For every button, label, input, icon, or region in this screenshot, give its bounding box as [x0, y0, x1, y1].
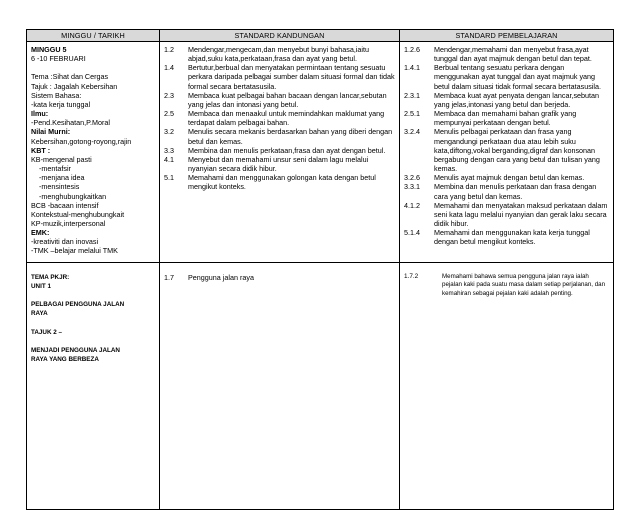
standard-text: Membaca dan menaakul untuk memindahkan maklumat yang terdapat dalam pelbagai bahan. — [188, 109, 385, 128]
pkjr-info-line: MENJADI PENGGUNA JALAN — [31, 347, 120, 355]
week-info-line: -mensintesis — [31, 182, 80, 192]
week-info-line: -kata kerja tunggal — [31, 99, 91, 109]
content-standard-item — [164, 173, 395, 191]
standard-number: 2.3.1 — [404, 90, 420, 100]
pkjr-content-standard-cell — [160, 262, 400, 509]
standard-number: 1.2 — [164, 45, 174, 54]
week-info-line: -Pend.Kesihatan,P.Moral — [31, 118, 110, 128]
week-info-line: -kreativiti dan inovasi — [31, 237, 99, 247]
standard-number: 3.3.1 — [404, 182, 420, 192]
standard-text: Bertutur,berbual dan menyatakan permintaan tentang sesuatu perkara daripada pelbagai sumber dalam situasi formal dan tidak formal secara bertatasusila. — [188, 63, 395, 91]
learning-standard-item — [404, 45, 609, 63]
standard-number: 1.4 — [164, 63, 174, 73]
week-info-line: Nilai Murni: — [31, 127, 71, 137]
week-info-line: KP-muzik,interpersonal — [31, 218, 106, 228]
standard-number: 1.4.1 — [404, 63, 420, 73]
learning-standard-item — [404, 127, 609, 173]
standard-text: Membaca dan memahami bahan grafik yang mempunyai perkataan dengan betul. — [434, 109, 577, 128]
week-info-line: MINGGU 5 — [31, 45, 67, 54]
learning-standard-item — [404, 228, 609, 246]
learning-standard-item — [404, 182, 609, 200]
standard-number: 3.2.6 — [404, 173, 420, 183]
content-standard-item — [164, 155, 395, 173]
pkjr-info-line: UNIT 1 — [31, 282, 51, 290]
pkjr-info-line: TEMA PKJR: — [31, 273, 70, 281]
pkjr-info-line — [31, 291, 155, 300]
week-info-cell — [27, 42, 160, 263]
learning-standard-item — [404, 201, 609, 228]
standard-number: 2.3 — [164, 90, 174, 100]
standard-number: 3.3 — [164, 145, 174, 155]
content-standard-item — [164, 109, 395, 127]
standard-text: Membaca kuat ayat penyata dengan lancar,sebutan yang jelas,intonasi yang betul dan berjeda. — [434, 90, 600, 109]
week-info-line: -menghubungkaitkan — [31, 191, 107, 201]
standard-number: 2.5 — [164, 109, 174, 119]
standard-text: Memahami dan menyatakan maksud perkataan dalam seni kata lagu melalui nyanyian dan gerak laku secara didik hibur. — [434, 200, 608, 228]
table-row — [27, 42, 614, 263]
learning-standard-cell — [400, 42, 614, 263]
learning-standard-item — [404, 173, 609, 182]
content-standard-item — [164, 146, 395, 155]
learning-standard-list — [400, 42, 613, 252]
standard-number: 2.5.1 — [404, 109, 420, 119]
standard-text: Menulis pelbagai perkataan dan frasa yang mengandungi perkataan dua atau lebih suku kata,diftong,vokal berganding,digraf dan konsonan bergabung dengan cara yang betul dan tulisan yang kemas. — [434, 127, 600, 174]
week-info-line: KBT : — [31, 145, 51, 155]
standard-text: Mendengar,memahami dan menyebut frasa,ayat tunggal dan ayat majmuk dengan betul dan tepat. — [434, 45, 592, 64]
standard-text: Pengguna jalan raya — [188, 272, 254, 282]
standard-text: Menulis ayat majmuk dengan betul dan kemas. — [434, 173, 585, 183]
header-week-date: MINGGU / TARIKH — [27, 30, 160, 42]
header-content-standard: STANDARD KANDUNGAN — [160, 30, 400, 42]
standard-number: 5.1.4 — [404, 228, 420, 238]
standard-number: 1.7 — [164, 272, 174, 282]
standard-number: 1.7.2 — [404, 272, 419, 280]
week-info-line: Kontekstual-menghubungkait — [31, 209, 125, 219]
week-info-line: Tema :Sihat dan Cergas — [31, 72, 109, 82]
week-info-line: Ilmu: — [31, 109, 49, 119]
table-row — [27, 262, 614, 509]
pkjr-info-line — [31, 319, 155, 328]
standard-text: Menulis secara mekanis berdasarkan bahan yang diberi dengan betul dan kemas. — [188, 127, 393, 146]
pkjr-info-line — [31, 337, 155, 346]
standard-text: Berbual tentang sesuatu perkara dengan menggunakan ayat tunggal dan ayat majmuk yang betul dalam situasi tidak formal secara bertatasusila. — [434, 63, 601, 91]
content-standard-list — [160, 42, 399, 198]
learning-standard-item — [404, 63, 609, 90]
week-info-line: -TMK –belajar melalui TMK — [31, 246, 118, 256]
learning-standard-item — [404, 273, 609, 299]
pkjr-info — [27, 263, 159, 371]
standard-text: Membaca kuat pelbagai bahan bacaan dengan lancar,sebutan yang jelas dan intonasi yang betul. — [188, 90, 387, 109]
content-standard-item — [164, 45, 395, 63]
week-info-line: KB-mengenal pasti — [31, 154, 92, 164]
standard-text: Memahami dan menggunakan golongan kata dengan betul mengikut konteks. — [188, 173, 376, 192]
week-info-line: Tajuk : Jagalah Kebersihan — [31, 81, 118, 91]
pkjr-learning-standard-cell — [400, 262, 614, 509]
learning-standard-item — [404, 109, 609, 127]
standard-number: 4.1 — [164, 154, 174, 164]
standard-number: 5.1 — [164, 173, 174, 183]
learning-standard-item — [404, 91, 609, 109]
standard-number: 1.2.6 — [404, 45, 420, 54]
content-standard-cell — [160, 42, 400, 263]
pkjr-info-line: RAYA — [31, 310, 48, 318]
lesson-plan-table — [26, 29, 614, 510]
content-standard-item — [164, 127, 395, 145]
week-info-line: EMK: — [31, 228, 50, 238]
week-info-line: -mentafsir — [31, 164, 71, 174]
header-row — [27, 30, 614, 42]
standard-number: 3.2.4 — [404, 127, 420, 137]
content-standard-item — [164, 91, 395, 109]
standard-text: Membina dan menulis perkataan,frasa dan ayat dengan betul. — [188, 145, 386, 155]
header-learning-standard: STANDARD PEMBELAJARAN — [400, 30, 614, 42]
content-standard-item — [164, 63, 395, 90]
week-info — [27, 42, 159, 262]
standard-text: Memahami bahawa semua pengguna jalan raya ialah pejalan kaki pada suatu masa dalam setiap perjalanan, dan kemahiran sebagai pejalan kaki adalah penting. — [442, 272, 606, 297]
week-info-line: Kebersihan,gotong-royong,rajin — [31, 136, 132, 146]
week-info-line: BCB -bacaan intensif — [31, 200, 99, 210]
pkjr-info-cell — [27, 262, 160, 509]
pkjr-info-line: RAYA YANG BERBEZA — [31, 356, 99, 364]
content-standard-item — [164, 273, 395, 282]
week-info-line: 6 -10 FEBRUARI — [31, 54, 86, 64]
week-info-line: -menjana idea — [31, 173, 85, 183]
standard-number: 4.1.2 — [404, 200, 420, 210]
standard-text: Mendengar,mengecam,dan menyebut bunyi bahasa,iaitu abjad,suku kata,perkataan,frasa dan ayat yang betul. — [188, 45, 370, 64]
standard-text: Menyebut dan memahami unsur seni dalam lagu melalui nyanyian secara didik hibur. — [188, 154, 369, 174]
week-info-line — [31, 63, 155, 72]
pkjr-info-line: TAJUK 2 – — [31, 328, 63, 336]
pkjr-info-line: PELBAGAI PENGGUNA JALAN — [31, 301, 125, 309]
standard-number: 3.2 — [164, 127, 174, 137]
week-info-line: Sistem Bahasa: — [31, 90, 82, 100]
standard-text: Membina dan menulis perkataan dan frasa dengan cara yang betul dan kemas. — [434, 182, 597, 201]
standard-text: Memahami dan menggunakan kata kerja tunggal dengan betul mengikut konteks. — [434, 228, 590, 247]
